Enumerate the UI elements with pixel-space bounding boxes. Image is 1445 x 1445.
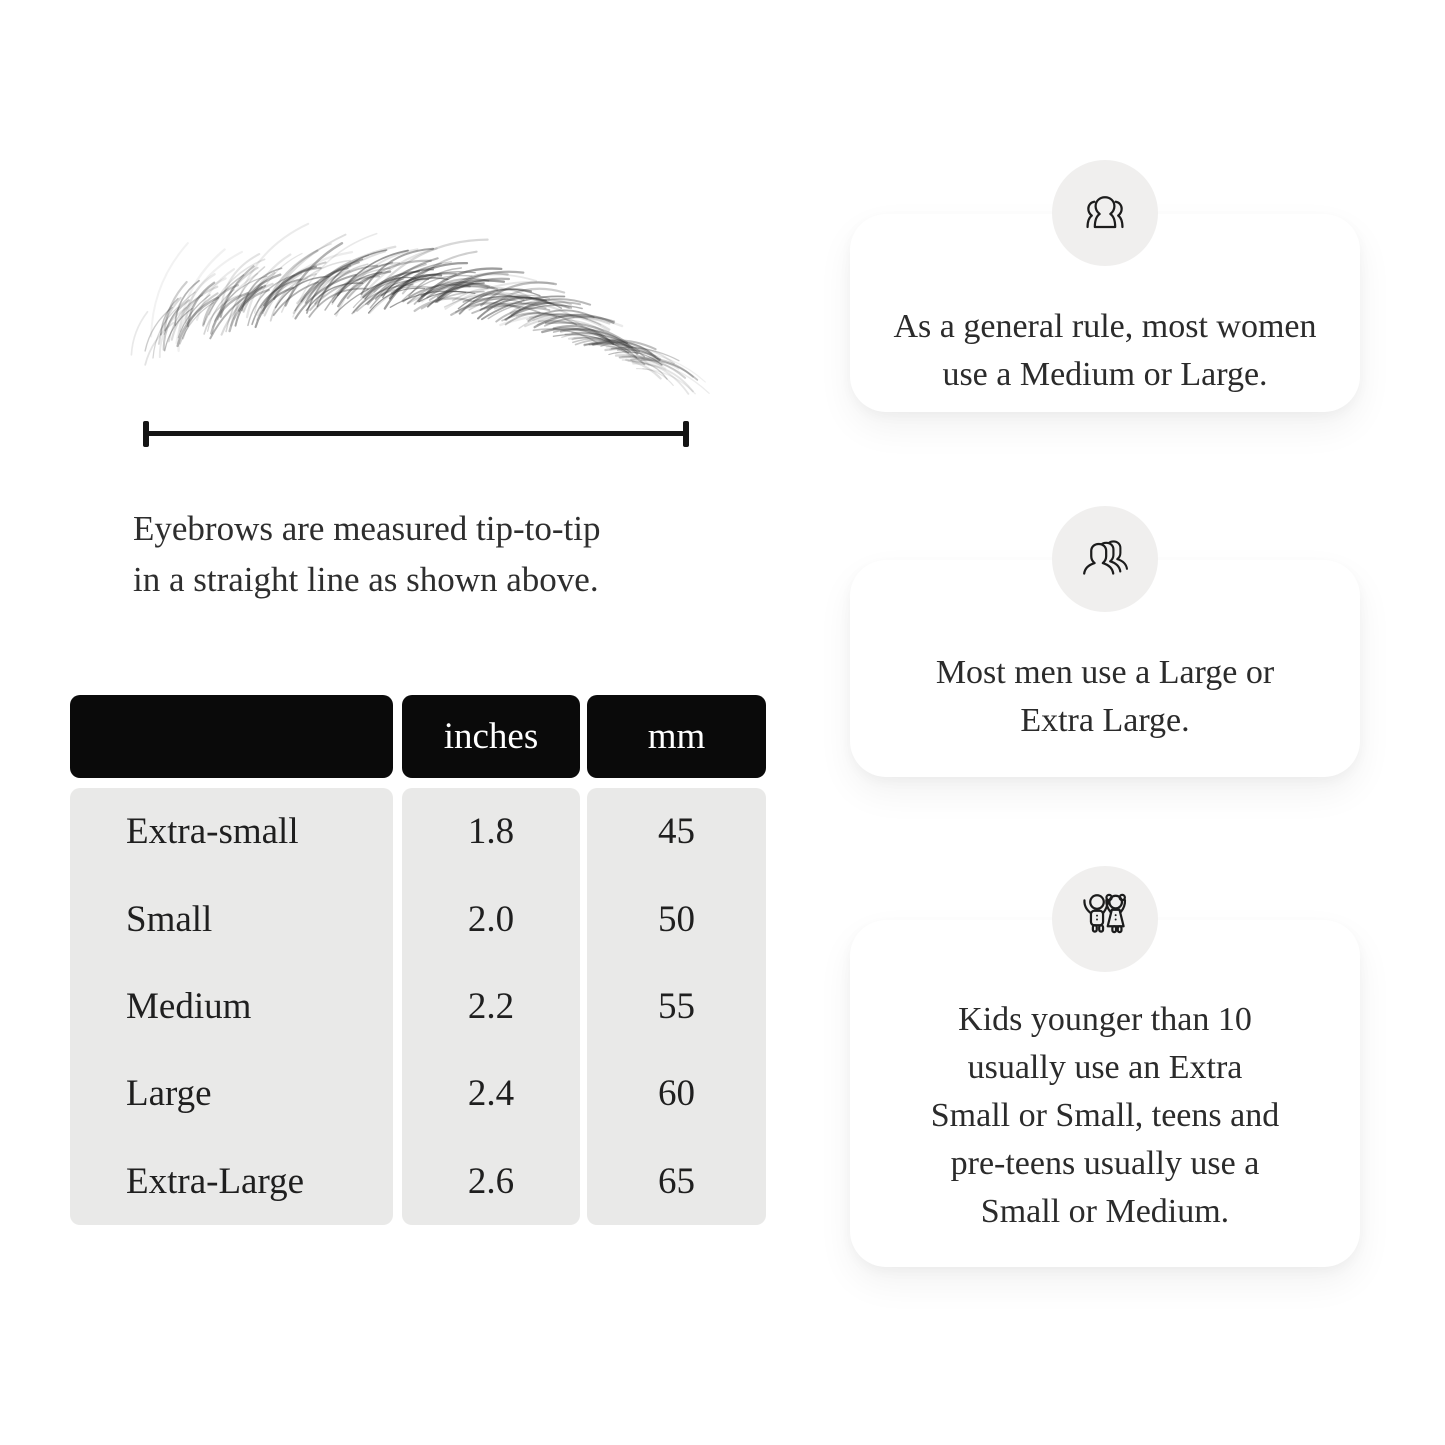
table-column-size (70, 788, 393, 1225)
table-row-label: Extra-Large (126, 1160, 305, 1202)
table-header-inches: inches (402, 695, 580, 778)
table-header-size (70, 695, 393, 778)
card-text-line: Extra Large. (1020, 701, 1190, 739)
table-row-label: Large (126, 1073, 212, 1115)
table-cell-inches: 2.0 (467, 898, 515, 940)
table-cell-mm: 50 (658, 898, 695, 940)
card-text-line: use a Medium or Large. (942, 356, 1268, 393)
card-icon-badge (1052, 160, 1158, 266)
card-text-line: Small or Medium. (980, 1192, 1230, 1230)
table-cell-inches: 2.4 (467, 1073, 515, 1115)
figure-caption (133, 503, 773, 605)
eyebrow-illustration (0, 0, 780, 470)
table-column-mm (587, 788, 766, 1225)
table-cell-mm: 60 (658, 1073, 695, 1115)
table-row-label: Extra-small (126, 811, 299, 853)
card-text-line: Most men use a Large or (935, 653, 1275, 691)
table-cell-mm: 65 (658, 1160, 695, 1202)
card-text-line: As a general rule, most women (893, 308, 1317, 345)
kids-icon (1074, 888, 1136, 950)
card-text-line: Kids younger than 10 (958, 1000, 1252, 1038)
figure-caption-line: Eyebrows are measured tip-to-tip (133, 509, 601, 548)
card-text-line: pre-teens usually use a (950, 1144, 1260, 1182)
card-icon-badge (1052, 506, 1158, 612)
table-row-label: Medium (126, 986, 252, 1028)
measurement-line (145, 431, 687, 436)
table-cell-inches: 1.8 (467, 811, 515, 853)
table-header-mm: mm (587, 695, 766, 778)
info-card-women (850, 214, 1360, 412)
table-row-label: Small (126, 898, 213, 940)
info-card-kids (850, 920, 1360, 1267)
table-cell-inches: 2.2 (467, 986, 515, 1028)
figure-caption-line: in a straight line as shown above. (133, 560, 599, 599)
table-column-inches (402, 788, 580, 1225)
info-card-men (850, 560, 1360, 777)
women-group-icon (1074, 182, 1136, 244)
card-text-line: usually use an Extra (967, 1048, 1243, 1086)
men-group-icon (1074, 528, 1136, 590)
table-cell-mm: 55 (658, 986, 695, 1028)
table-cell-inches: 2.6 (467, 1160, 515, 1202)
card-text-line: Small or Small, teens and (930, 1096, 1280, 1134)
table-cell-mm: 45 (658, 811, 695, 853)
card-icon-badge (1052, 866, 1158, 972)
